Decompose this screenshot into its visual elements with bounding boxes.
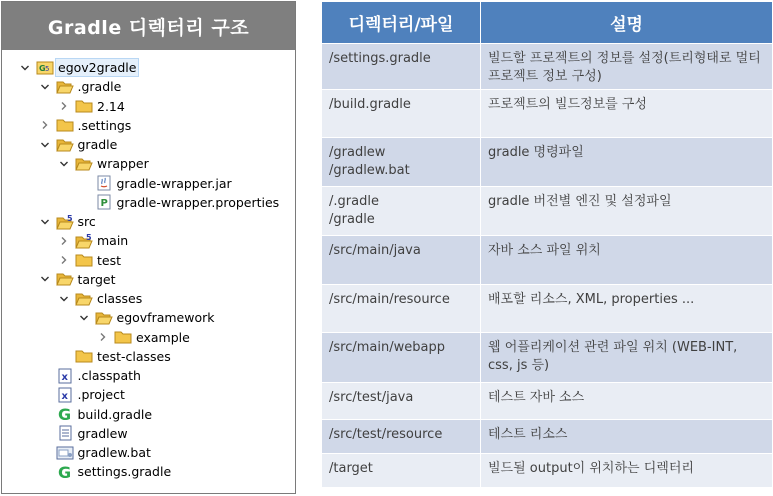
directory-path: /src/test/java	[329, 390, 414, 405]
directory-cell	[322, 236, 481, 285]
svg-text:P: P	[100, 198, 108, 210]
chevron-down-icon[interactable]	[38, 80, 52, 94]
xml-file-icon	[56, 387, 74, 403]
tree-item-gradle-wrapper-properties[interactable]	[77, 193, 280, 212]
folder-icon	[75, 348, 93, 364]
tree-item-egovframework[interactable]	[77, 308, 215, 327]
svg-text:G: G	[57, 463, 71, 480]
table-row	[322, 138, 773, 187]
table-header-row	[322, 2, 773, 44]
column-header-directory: 디렉터리/파일	[322, 2, 481, 44]
tree-item-main[interactable]	[57, 231, 128, 250]
directory-path: /src/main/java	[329, 243, 421, 258]
directory-cell	[322, 44, 481, 90]
svg-text:G: G	[57, 406, 71, 422]
chevron-down-icon[interactable]	[57, 292, 71, 306]
folder-open-icon	[56, 137, 74, 153]
description-cell: 웹 어플리케이션 관련 파일 위치 (WEB-INT, css, js 등)	[481, 333, 773, 383]
chevron-right-icon[interactable]	[57, 253, 71, 267]
tree-indent-spacer	[38, 407, 52, 421]
table-row	[322, 454, 773, 488]
tree-item-label: .gradle	[77, 79, 122, 95]
tree-item-classes[interactable]	[57, 289, 142, 308]
directory-cell	[322, 420, 481, 454]
tree-item-gradle[interactable]	[38, 135, 118, 154]
table-row	[322, 236, 773, 285]
directory-cell	[322, 187, 481, 236]
tree-indent-spacer	[77, 176, 91, 190]
svg-text:5: 5	[86, 232, 92, 242]
tree-item-label: .settings	[77, 117, 132, 133]
table-row	[322, 333, 773, 383]
tree-item-settings[interactable]	[38, 116, 132, 135]
properties-file-icon	[95, 194, 113, 210]
chevron-right-icon[interactable]	[96, 330, 110, 344]
directory-path: /target	[329, 461, 373, 476]
description-cell: 자바 소스 파일 위치	[481, 236, 773, 285]
gradle-file-icon	[56, 406, 74, 422]
text-file-icon	[56, 425, 74, 441]
chevron-right-icon[interactable]	[38, 118, 52, 132]
tree-item-test-classes[interactable]	[57, 347, 171, 366]
folder-icon	[75, 252, 93, 268]
description-cell: gradle 버전별 엔진 및 설정파일	[481, 187, 773, 236]
tree-indent-spacer	[38, 465, 52, 479]
xml-file-icon	[56, 368, 74, 384]
svg-text:G: G	[39, 63, 46, 73]
directory-cell	[322, 333, 481, 383]
tree-item-label: target	[77, 271, 116, 287]
tree-item-build-gradle[interactable]	[38, 405, 153, 424]
directory-description-table	[321, 1, 773, 488]
tree-item-src[interactable]	[38, 212, 96, 231]
svg-text:x: x	[61, 371, 68, 383]
table-row	[322, 383, 773, 420]
folder-open-icon	[56, 271, 74, 287]
directory-path: /src/test/resource	[329, 427, 443, 442]
directory-path: /gradlew.bat	[329, 163, 410, 178]
description-cell: 테스트 리소스	[481, 420, 773, 454]
folder-open-icon	[75, 156, 93, 172]
tree-item-label: src	[77, 214, 96, 229]
description-cell: 배포할 리소스, XML, properties ...	[481, 285, 773, 333]
tree-item-gradle[interactable]	[38, 77, 122, 96]
gradle-file-icon	[56, 464, 74, 480]
description-cell: 테스트 자바 소스	[481, 383, 773, 420]
svg-text:5: 5	[45, 64, 50, 73]
folder-icon	[114, 329, 132, 345]
tree-item-classpath[interactable]	[38, 366, 141, 385]
folder-open-icon	[95, 310, 113, 326]
tree-item-settings-gradle[interactable]	[38, 462, 172, 481]
tree-item-gradle-wrapper-jar[interactable]	[77, 174, 232, 193]
tree-item-label: main	[97, 233, 129, 249]
tree-indent-spacer	[38, 388, 52, 402]
tree-indent-spacer	[38, 369, 52, 383]
directory-cell	[322, 454, 481, 488]
description-cell: 빌드할 프로젝트의 정보를 설정(트리형태로 멀티프로젝트 정보 구성)	[481, 44, 773, 90]
bat-file-icon	[56, 445, 74, 461]
tree-item-label: example	[136, 329, 190, 345]
tree-item-label: .classpath	[77, 368, 141, 383]
tree-item-egov2gradle[interactable]	[18, 58, 139, 77]
table-row	[322, 420, 773, 454]
tree-item-label: gradle-wrapper.jar	[116, 175, 232, 191]
tree-item-label: test-classes	[97, 348, 171, 364]
jar-file-icon	[95, 175, 113, 191]
tree-item-label: build.gradle	[77, 406, 153, 422]
table-row	[322, 187, 773, 236]
folder-open-icon	[56, 79, 74, 95]
source-folder-icon	[56, 214, 74, 230]
description-cell: gradle 명령파일	[481, 138, 773, 187]
tree-panel-title: Gradle 디렉터리 구조	[2, 2, 295, 50]
folder-icon	[75, 98, 93, 114]
directory-cell	[322, 90, 481, 138]
chevron-down-icon[interactable]	[57, 157, 71, 171]
tree-indent-spacer	[57, 349, 71, 363]
tree-indent-spacer	[38, 446, 52, 460]
chevron-down-icon[interactable]	[38, 272, 52, 286]
directory-path: /gradle	[329, 212, 375, 227]
tree-item-project[interactable]	[38, 385, 125, 404]
table-row	[322, 285, 773, 333]
tree-item-label: gradle-wrapper.properties	[116, 194, 280, 210]
svg-text:5: 5	[66, 213, 73, 223]
chevron-right-icon[interactable]	[57, 99, 71, 113]
chevron-down-icon[interactable]	[38, 138, 52, 152]
directory-path: /build.gradle	[329, 97, 411, 112]
svg-text:x: x	[61, 390, 68, 402]
tree-item-label: settings.gradle	[77, 464, 172, 480]
tree-indent-spacer	[38, 426, 52, 440]
tree-item-label: egovframework	[116, 310, 215, 326]
project-explorer-panel	[1, 1, 296, 494]
directory-cell	[322, 138, 481, 187]
tree-item-label: .project	[77, 387, 125, 403]
directory-path: /.gradle	[329, 194, 379, 209]
gradle-project-icon	[36, 60, 54, 76]
column-header-description: 설명	[481, 2, 773, 44]
tree-indent-spacer	[77, 195, 91, 209]
directory-cell	[322, 383, 481, 420]
tree-item-label: wrapper	[97, 156, 149, 172]
description-cell: 프로젝트의 빌드정보를 구성	[481, 90, 773, 138]
tree-item-label: 2.14	[97, 98, 125, 114]
tree-item-label: gradlew	[77, 425, 128, 441]
directory-path: /src/main/webapp	[329, 340, 445, 355]
chevron-down-icon[interactable]	[38, 215, 52, 229]
directory-path: /settings.gradle	[329, 51, 431, 66]
chevron-down-icon[interactable]	[18, 61, 32, 75]
directory-path: /src/main/resource	[329, 292, 450, 307]
source-folder-icon	[75, 233, 93, 249]
tree-item-label: egov2gradle	[55, 58, 139, 77]
tree-item-2-14[interactable]	[57, 97, 125, 116]
tree-item-gradlew-bat[interactable]	[38, 443, 151, 462]
table-row	[322, 44, 773, 90]
tree-item-label: test	[97, 252, 122, 268]
description-cell: 빌드될 output이 위치하는 디렉터리	[481, 454, 773, 488]
tree-item-test[interactable]	[57, 251, 121, 270]
tree-item-label: gradlew.bat	[77, 445, 151, 460]
tree-item-example[interactable]	[96, 328, 190, 347]
tree-item-wrapper[interactable]	[57, 154, 149, 173]
tree-item-label: classes	[97, 291, 143, 306]
folder-icon	[56, 117, 74, 133]
tree-item-target[interactable]	[38, 270, 116, 289]
tree-item-label: gradle	[77, 137, 118, 152]
directory-cell	[322, 285, 481, 333]
directory-path: /gradlew	[329, 145, 386, 160]
tree-item-gradlew[interactable]	[38, 424, 128, 443]
chevron-down-icon[interactable]	[77, 311, 91, 325]
folder-open-icon	[75, 291, 93, 307]
chevron-right-icon[interactable]	[57, 234, 71, 248]
table-row	[322, 90, 773, 138]
